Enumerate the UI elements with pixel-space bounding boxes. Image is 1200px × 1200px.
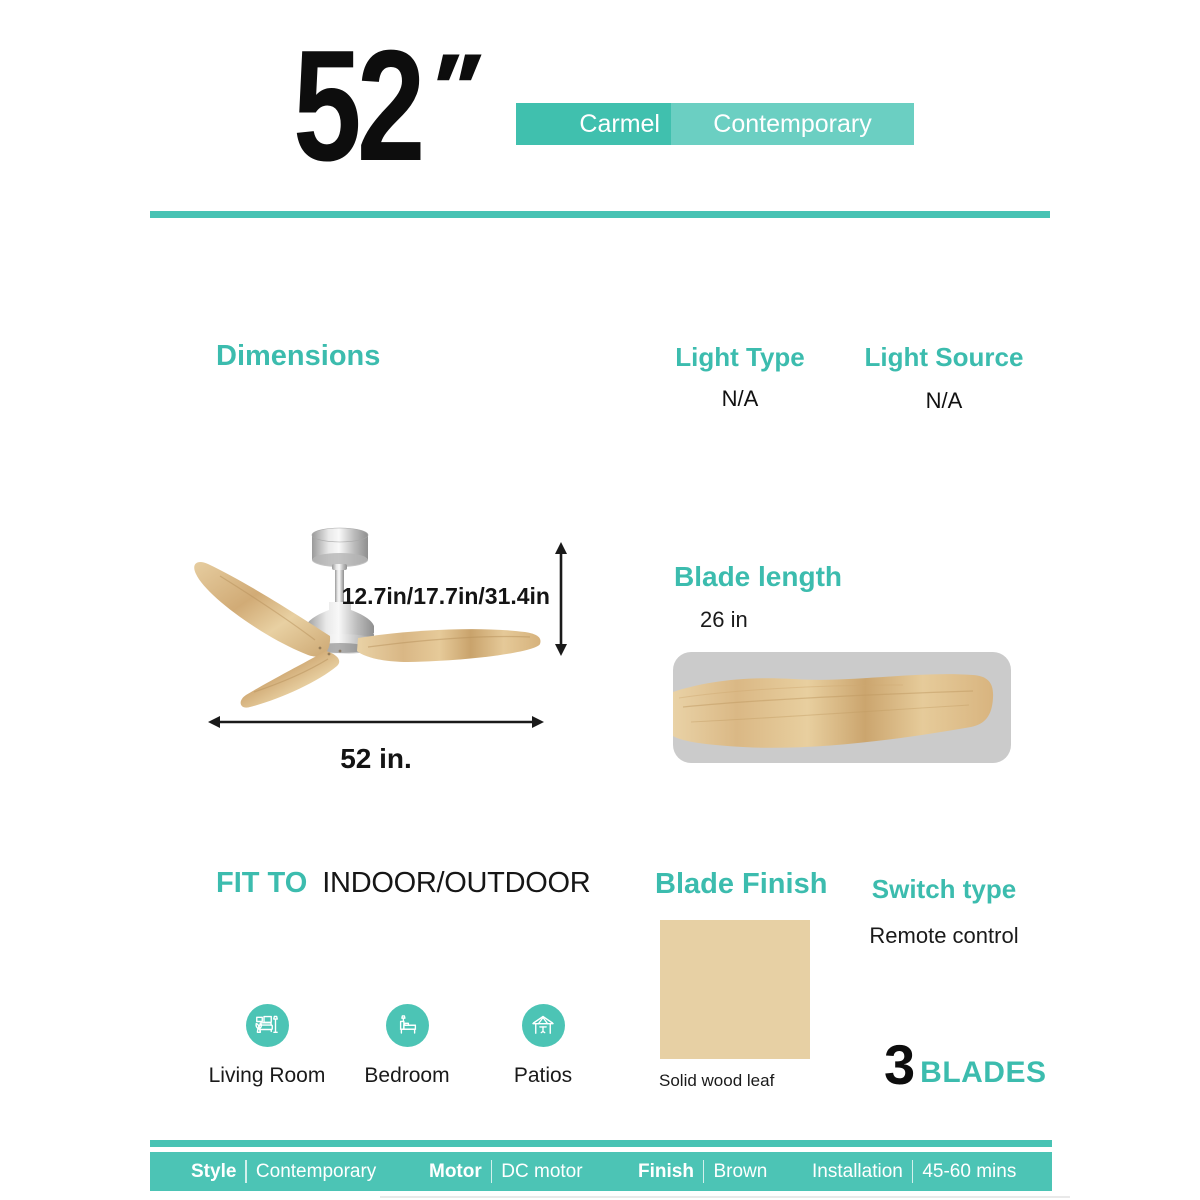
blade-length-value: 26 in [700, 607, 748, 632]
product-badge [516, 103, 914, 145]
footer-label: Style [191, 1160, 237, 1182]
blade-image [673, 652, 1011, 763]
footer-item-installation [812, 1152, 1016, 1191]
dimensions-title: Dimensions [216, 340, 381, 372]
footer-separator [491, 1160, 493, 1183]
fit-to-value: INDOOR/OUTDOOR [322, 867, 591, 899]
header [293, 18, 479, 194]
product-name: Carmel [516, 103, 671, 145]
footer-separator [245, 1160, 247, 1183]
footer-value: 45-60 mins [922, 1160, 1017, 1182]
inch-mark: ″ [423, 37, 479, 139]
blade-finish-swatch [660, 920, 810, 1059]
footer-spec-bar [150, 1152, 1052, 1191]
footer-label: Finish [638, 1160, 694, 1182]
fit-to-label: FIT TO [216, 867, 308, 899]
room-patios [468, 1004, 618, 1088]
product-style: Contemporary [671, 103, 914, 145]
patio-icon [522, 1004, 565, 1047]
footer-value: Brown [713, 1160, 768, 1182]
switch-type-value: Remote control [869, 923, 1019, 948]
blades-count-row [884, 1033, 1047, 1096]
bedroom-icon [386, 1004, 429, 1047]
light-source-title: Light Source [864, 342, 1024, 372]
living-room-icon [246, 1004, 289, 1047]
footer-separator [703, 1160, 705, 1183]
fan-canopy [312, 528, 368, 567]
blade-length-title: Blade length [674, 561, 843, 592]
switch-type-title: Switch type [871, 874, 1017, 904]
blade-finish-title: Blade Finish [655, 868, 828, 900]
fan-blade-left [194, 562, 330, 657]
footer-separator [912, 1160, 914, 1183]
fan-dimension-figure [150, 520, 610, 790]
blades-count: 3 [884, 1033, 916, 1096]
height-dimension-label: 12.7in/17.7in/31.4in [341, 583, 550, 609]
fit-to-row [216, 867, 590, 900]
height-dimension-arrow [555, 542, 567, 656]
footer-accent-strip [150, 1140, 1052, 1147]
footer-item-finish [638, 1152, 767, 1191]
room-label: Living Room [208, 1064, 326, 1087]
footer-value: DC motor [501, 1160, 583, 1182]
footer-item-style [191, 1152, 376, 1191]
blade-length-panel [673, 652, 1011, 763]
light-type-value: N/A [721, 386, 759, 411]
footer-item-motor [429, 1152, 583, 1191]
fan-blade-right [357, 629, 540, 662]
blades-label: BLADES [920, 1056, 1047, 1090]
room-bedroom [332, 1004, 482, 1088]
blade-finish-caption: Solid wood leaf [659, 1071, 775, 1090]
footer-value: Contemporary [255, 1160, 377, 1182]
top-divider [150, 211, 1050, 218]
light-source-value: N/A [925, 388, 963, 413]
fan-blade-bottom [241, 651, 340, 708]
room-label: Bedroom [364, 1064, 450, 1087]
width-dimension-arrow [208, 716, 544, 728]
room-label: Patios [513, 1064, 573, 1087]
bottom-hairline [380, 1196, 1070, 1198]
fan-size-value: 52 [293, 18, 421, 194]
light-type-title: Light Type [675, 342, 805, 372]
width-dimension-label: 52 in. [340, 743, 412, 774]
room-living-room [192, 1004, 342, 1088]
footer-label: Motor [429, 1160, 482, 1182]
footer-label: Installation [812, 1160, 903, 1182]
